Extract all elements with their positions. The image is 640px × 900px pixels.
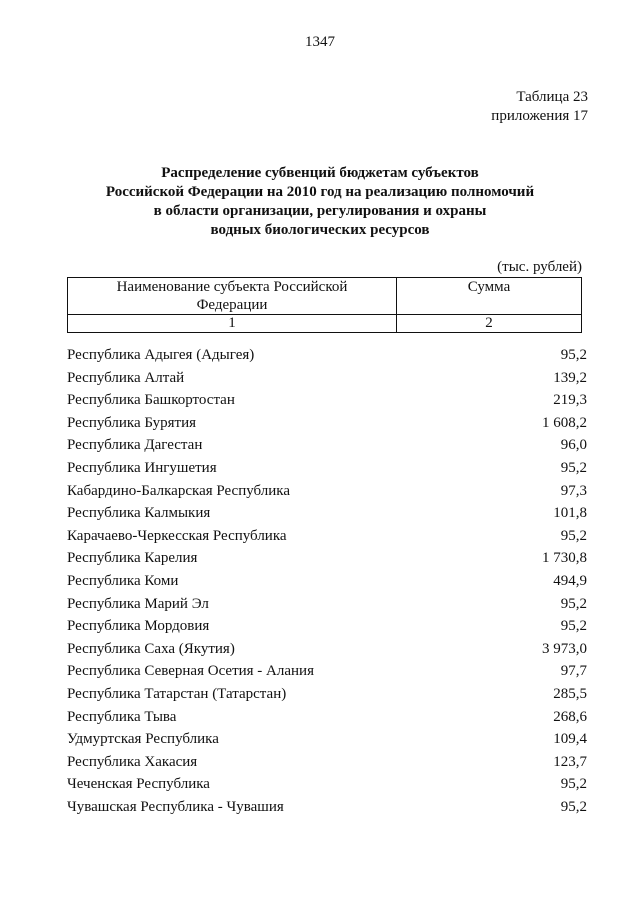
- amount-value: 95,2: [560, 798, 587, 815]
- table-header: [67, 277, 582, 333]
- column-number-2: 2: [397, 315, 582, 333]
- header-cell-name: [68, 278, 397, 315]
- amount-value: 1 608,2: [542, 414, 587, 431]
- amount-value: 95,2: [560, 527, 587, 544]
- table-reference-line-1: Таблица 23: [516, 89, 588, 105]
- region-name: Республика Северная Осетия - Алания: [67, 663, 314, 680]
- table-row: [67, 706, 587, 729]
- table-row: [67, 344, 587, 367]
- amount-value: 123,7: [553, 753, 587, 770]
- table-row: [67, 773, 587, 796]
- region-name: Республика Алтай: [67, 369, 185, 386]
- column-number-row: [68, 315, 582, 333]
- document-title: [40, 164, 600, 240]
- table-row: [67, 367, 587, 390]
- amount-value: 97,3: [560, 482, 587, 499]
- header-name-line-1: Наименование субъекта Российской: [116, 279, 348, 295]
- region-name: Республика Бурятия: [67, 414, 197, 431]
- region-name: Карачаево-Черкесская Республика: [67, 527, 287, 544]
- table-reference-line-2: приложения 17: [491, 108, 588, 124]
- amount-value: 96,0: [560, 437, 587, 454]
- table-row: [67, 457, 587, 480]
- amount-value: 95,2: [560, 618, 587, 635]
- region-name: Республика Башкортостан: [67, 392, 235, 409]
- table-row: [67, 434, 587, 457]
- region-name: Республика Тыва: [67, 708, 177, 725]
- amount-value: 139,2: [553, 369, 587, 386]
- amount-value: 97,7: [560, 663, 587, 680]
- units-label: (тыс. рублей): [497, 259, 582, 275]
- table-row: [67, 389, 587, 412]
- amount-value: 95,2: [560, 776, 587, 793]
- table-row: [67, 796, 587, 819]
- region-name: Республика Коми: [67, 572, 179, 589]
- region-name: Республика Татарстан (Татарстан): [67, 685, 287, 702]
- table-row: [67, 728, 587, 751]
- header-name-line-2: Федерации: [196, 297, 268, 313]
- table-row: [67, 638, 587, 661]
- page-number: 1347: [305, 34, 335, 50]
- amount-value: 494,9: [553, 572, 587, 589]
- table-row: [67, 547, 587, 570]
- column-number-1: 1: [68, 315, 397, 333]
- amount-value: 95,2: [560, 347, 587, 363]
- title-line-2: Российской Федерации на 2010 год на реализацию полномочий: [105, 184, 535, 200]
- data-table-body: [67, 344, 587, 818]
- amount-value: 268,6: [553, 708, 587, 725]
- amount-value: 95,2: [560, 595, 587, 612]
- region-name: Республика Хакасия: [67, 753, 198, 770]
- region-name: Республика Ингушетия: [67, 459, 217, 476]
- header-row: [68, 278, 582, 315]
- table-row: [67, 412, 587, 435]
- region-name: Республика Марий Эл: [67, 595, 209, 612]
- region-name: Республика Саха (Якутия): [67, 640, 235, 657]
- region-name: Республика Адыгея (Адыгея): [67, 347, 255, 363]
- title-line-4: водных биологических ресурсов: [210, 222, 430, 238]
- table-reference: [491, 88, 588, 126]
- table-row: [67, 615, 587, 638]
- table-row: [67, 751, 587, 774]
- amount-value: 101,8: [553, 505, 587, 522]
- amount-value: 285,5: [553, 685, 587, 702]
- amount-value: 95,2: [560, 459, 587, 476]
- region-name: Республика Калмыкия: [67, 505, 211, 522]
- region-name: Республика Карелия: [67, 550, 198, 567]
- region-name: Республика Мордовия: [67, 618, 210, 635]
- amount-value: 219,3: [553, 392, 587, 409]
- header-cell-sum: Сумма: [397, 278, 582, 315]
- table-row: [67, 480, 587, 503]
- amount-value: 3 973,0: [542, 640, 587, 657]
- amount-value: 109,4: [553, 731, 587, 748]
- table-row: [67, 570, 587, 593]
- table-row: [67, 593, 587, 616]
- table-row: [67, 525, 587, 548]
- amount-value: 1 730,8: [542, 550, 587, 567]
- title-line-3: в области организации, регулирования и охраны: [153, 203, 487, 219]
- title-line-1: Распределение субвенций бюджетам субъектов: [161, 165, 479, 181]
- table-row: [67, 683, 587, 706]
- region-name: Чеченская Республика: [67, 776, 210, 793]
- region-name: Удмуртская Республика: [67, 731, 219, 748]
- region-name: Кабардино-Балкарская Республика: [67, 482, 291, 499]
- table-row: [67, 660, 587, 683]
- region-name: Республика Дагестан: [67, 437, 203, 454]
- table-row: [67, 502, 587, 525]
- region-name: Чувашская Республика - Чувашия: [67, 798, 284, 815]
